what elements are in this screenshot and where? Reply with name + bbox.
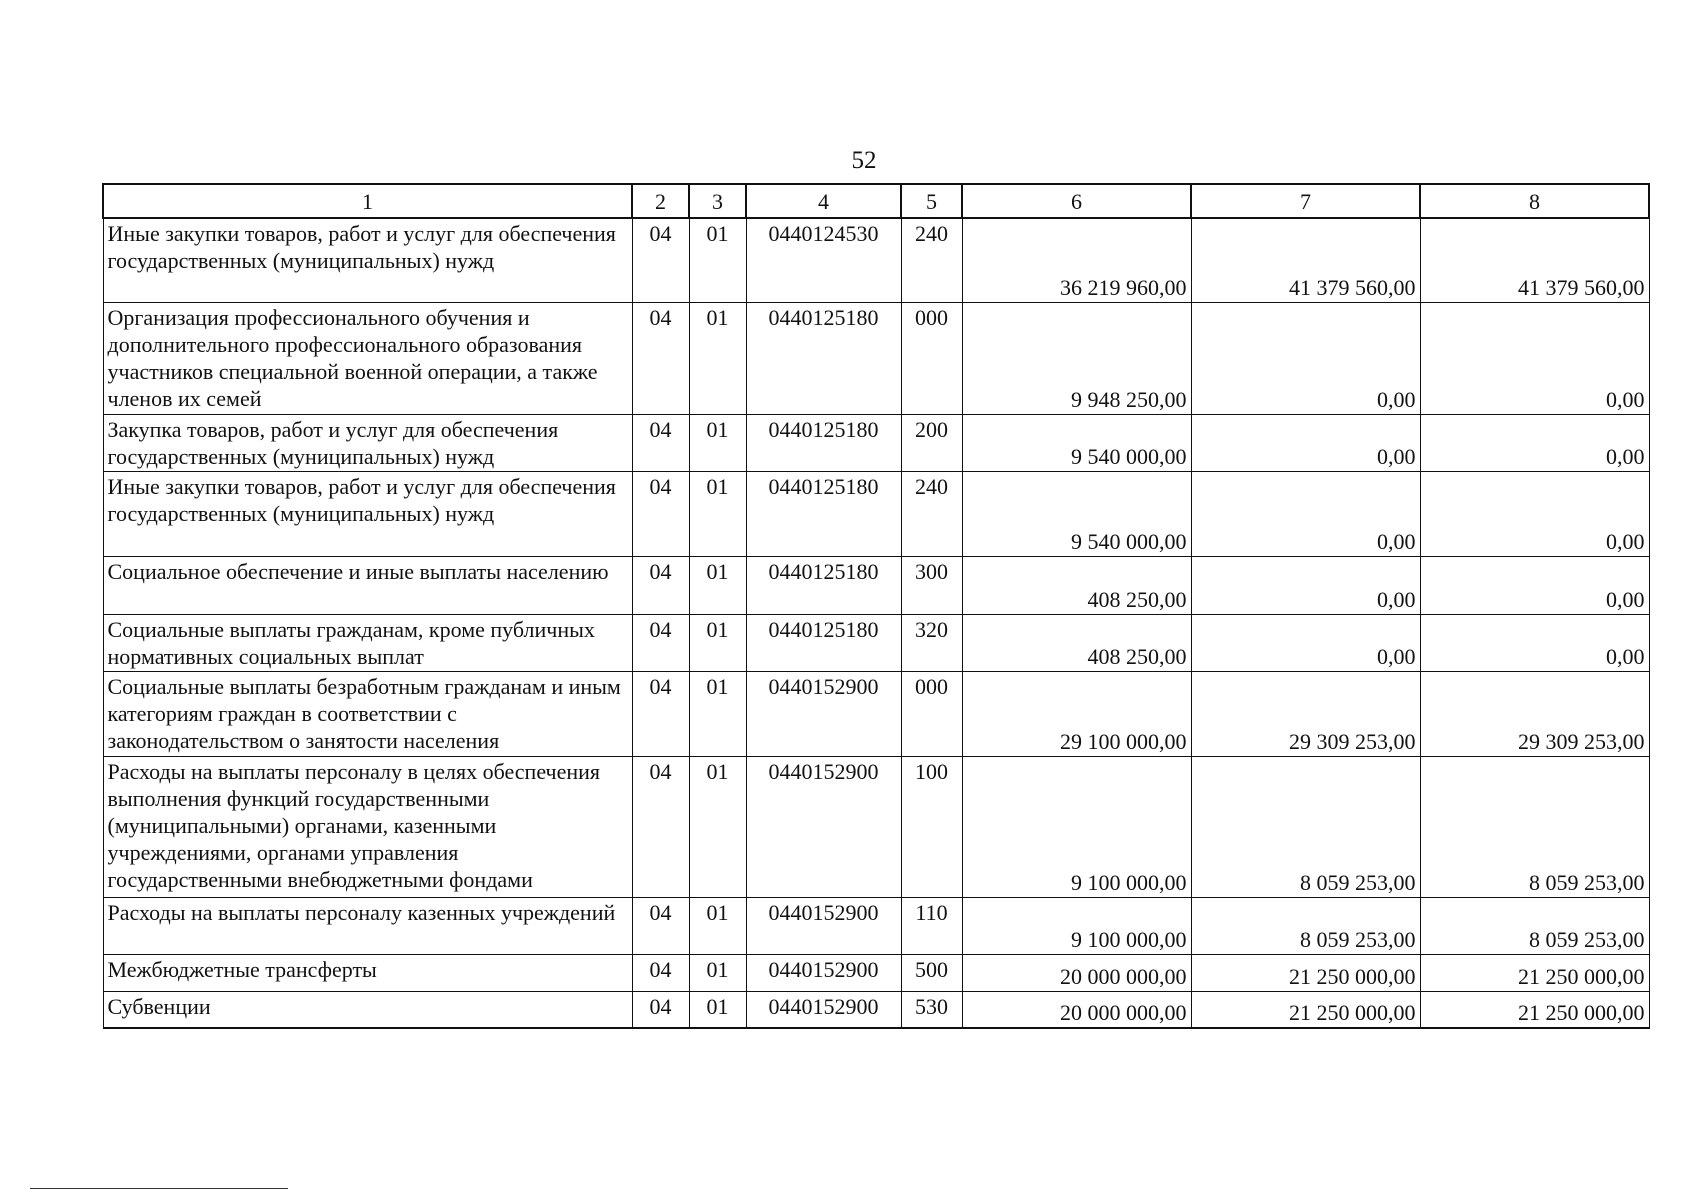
table-row <box>103 671 1649 756</box>
row-section: 04 <box>632 991 689 1028</box>
row-section: 04 <box>632 756 689 897</box>
table-header <box>103 184 1649 218</box>
row-amount-col8: 29 309 253,00 <box>1420 671 1649 756</box>
row-section: 04 <box>632 954 689 991</box>
table-row <box>103 897 1649 954</box>
row-name: Иные закупки товаров, работ и услуг для обеспечения государственных (муниципальных) нужд <box>103 471 632 556</box>
row-amount-col8: 21 250 000,00 <box>1420 954 1649 991</box>
row-expense-type: 320 <box>901 614 962 671</box>
table-row <box>103 954 1649 991</box>
table-row <box>103 302 1649 414</box>
row-amount-col7: 29 309 253,00 <box>1191 671 1420 756</box>
row-subsection: 01 <box>689 954 746 991</box>
row-expense-type: 240 <box>901 471 962 556</box>
row-subsection: 01 <box>689 614 746 671</box>
row-amount-col8: 41 379 560,00 <box>1420 218 1649 302</box>
row-name: Организация профессионального обучения и дополнительного профессионального образования участников специальной военной операции, а также членов их семей <box>103 302 632 414</box>
row-target-code: 0440152900 <box>746 954 901 991</box>
row-target-code: 0440124530 <box>746 218 901 302</box>
page-number: 52 <box>851 147 877 174</box>
header-col-8: 8 <box>1420 184 1649 218</box>
row-name: Социальное обеспечение и иные выплаты населению <box>103 556 632 614</box>
header-col-6: 6 <box>962 184 1191 218</box>
table-row <box>103 614 1649 671</box>
row-name: Межбюджетные трансферты <box>103 954 632 991</box>
row-amount-col8: 8 059 253,00 <box>1420 897 1649 954</box>
row-expense-type: 000 <box>901 671 962 756</box>
row-amount-col6: 408 250,00 <box>962 556 1191 614</box>
header-col-4: 4 <box>746 184 901 218</box>
row-name: Субвенции <box>103 991 632 1028</box>
row-amount-col8: 21 250 000,00 <box>1420 991 1649 1028</box>
row-amount-col8: 0,00 <box>1420 614 1649 671</box>
row-amount-col6: 9 100 000,00 <box>962 897 1191 954</box>
row-target-code: 0440125180 <box>746 414 901 471</box>
row-subsection: 01 <box>689 671 746 756</box>
row-amount-col8: 0,00 <box>1420 471 1649 556</box>
row-amount-col7: 41 379 560,00 <box>1191 218 1420 302</box>
row-amount-col6: 9 540 000,00 <box>962 471 1191 556</box>
row-name: Иные закупки товаров, работ и услуг для обеспечения государственных (муниципальных) нужд <box>103 218 632 302</box>
row-expense-type: 530 <box>901 991 962 1028</box>
table-row <box>103 556 1649 614</box>
row-target-code: 0440125180 <box>746 556 901 614</box>
header-col-2: 2 <box>632 184 689 218</box>
footer-divider <box>30 1188 288 1189</box>
row-target-code: 0440125180 <box>746 302 901 414</box>
row-amount-col6: 408 250,00 <box>962 614 1191 671</box>
row-amount-col6: 20 000 000,00 <box>962 954 1191 991</box>
row-expense-type: 110 <box>901 897 962 954</box>
row-name: Закупка товаров, работ и услуг для обеспечения государственных (муниципальных) нужд <box>103 414 632 471</box>
row-amount-col8: 8 059 253,00 <box>1420 756 1649 897</box>
row-subsection: 01 <box>689 414 746 471</box>
row-name: Расходы на выплаты персоналу казенных учреждений <box>103 897 632 954</box>
row-section: 04 <box>632 671 689 756</box>
row-amount-col7: 0,00 <box>1191 614 1420 671</box>
row-expense-type: 200 <box>901 414 962 471</box>
row-name: Расходы на выплаты персоналу в целях обеспечения выполнения функций государственными (муниципальными) органами, казенными учреждениями, органами управления государственными внебюджетными фондами <box>103 756 632 897</box>
row-amount-col7: 0,00 <box>1191 556 1420 614</box>
row-amount-col6: 20 000 000,00 <box>962 991 1191 1028</box>
row-subsection: 01 <box>689 302 746 414</box>
row-amount-col7: 8 059 253,00 <box>1191 756 1420 897</box>
row-amount-col7: 21 250 000,00 <box>1191 991 1420 1028</box>
row-section: 04 <box>632 897 689 954</box>
row-section: 04 <box>632 614 689 671</box>
row-subsection: 01 <box>689 471 746 556</box>
row-name: Социальные выплаты гражданам, кроме публичных нормативных социальных выплат <box>103 614 632 671</box>
table-row <box>103 414 1649 471</box>
row-amount-col7: 0,00 <box>1191 302 1420 414</box>
row-expense-type: 240 <box>901 218 962 302</box>
table-row <box>103 756 1649 897</box>
table-row <box>103 471 1649 556</box>
row-subsection: 01 <box>689 756 746 897</box>
row-target-code: 0440152900 <box>746 991 901 1028</box>
row-amount-col8: 0,00 <box>1420 414 1649 471</box>
row-subsection: 01 <box>689 991 746 1028</box>
row-subsection: 01 <box>689 897 746 954</box>
row-subsection: 01 <box>689 556 746 614</box>
row-amount-col6: 29 100 000,00 <box>962 671 1191 756</box>
row-section: 04 <box>632 302 689 414</box>
row-amount-col8: 0,00 <box>1420 302 1649 414</box>
row-target-code: 0440125180 <box>746 614 901 671</box>
row-amount-col6: 9 948 250,00 <box>962 302 1191 414</box>
row-section: 04 <box>632 556 689 614</box>
table-row <box>103 218 1649 302</box>
row-amount-col7: 21 250 000,00 <box>1191 954 1420 991</box>
row-amount-col6: 9 540 000,00 <box>962 414 1191 471</box>
table-row <box>103 991 1649 1028</box>
row-expense-type: 300 <box>901 556 962 614</box>
row-section: 04 <box>632 471 689 556</box>
row-subsection: 01 <box>689 218 746 302</box>
budget-table <box>102 183 1650 1029</box>
header-col-5: 5 <box>901 184 962 218</box>
row-target-code: 0440152900 <box>746 756 901 897</box>
table-body <box>103 218 1649 1028</box>
row-target-code: 0440125180 <box>746 471 901 556</box>
row-section: 04 <box>632 414 689 471</box>
row-name: Социальные выплаты безработным гражданам и иным категориям граждан в соответствии с законодательством о занятости населения <box>103 671 632 756</box>
row-expense-type: 500 <box>901 954 962 991</box>
row-expense-type: 000 <box>901 302 962 414</box>
row-section: 04 <box>632 218 689 302</box>
row-amount-col6: 9 100 000,00 <box>962 756 1191 897</box>
row-expense-type: 100 <box>901 756 962 897</box>
row-amount-col7: 0,00 <box>1191 414 1420 471</box>
header-row <box>103 184 1649 218</box>
row-amount-col8: 0,00 <box>1420 556 1649 614</box>
header-col-7: 7 <box>1191 184 1420 218</box>
row-amount-col7: 8 059 253,00 <box>1191 897 1420 954</box>
row-target-code: 0440152900 <box>746 671 901 756</box>
row-target-code: 0440152900 <box>746 897 901 954</box>
row-amount-col7: 0,00 <box>1191 471 1420 556</box>
row-amount-col6: 36 219 960,00 <box>962 218 1191 302</box>
header-col-3: 3 <box>689 184 746 218</box>
header-col-1: 1 <box>103 184 632 218</box>
